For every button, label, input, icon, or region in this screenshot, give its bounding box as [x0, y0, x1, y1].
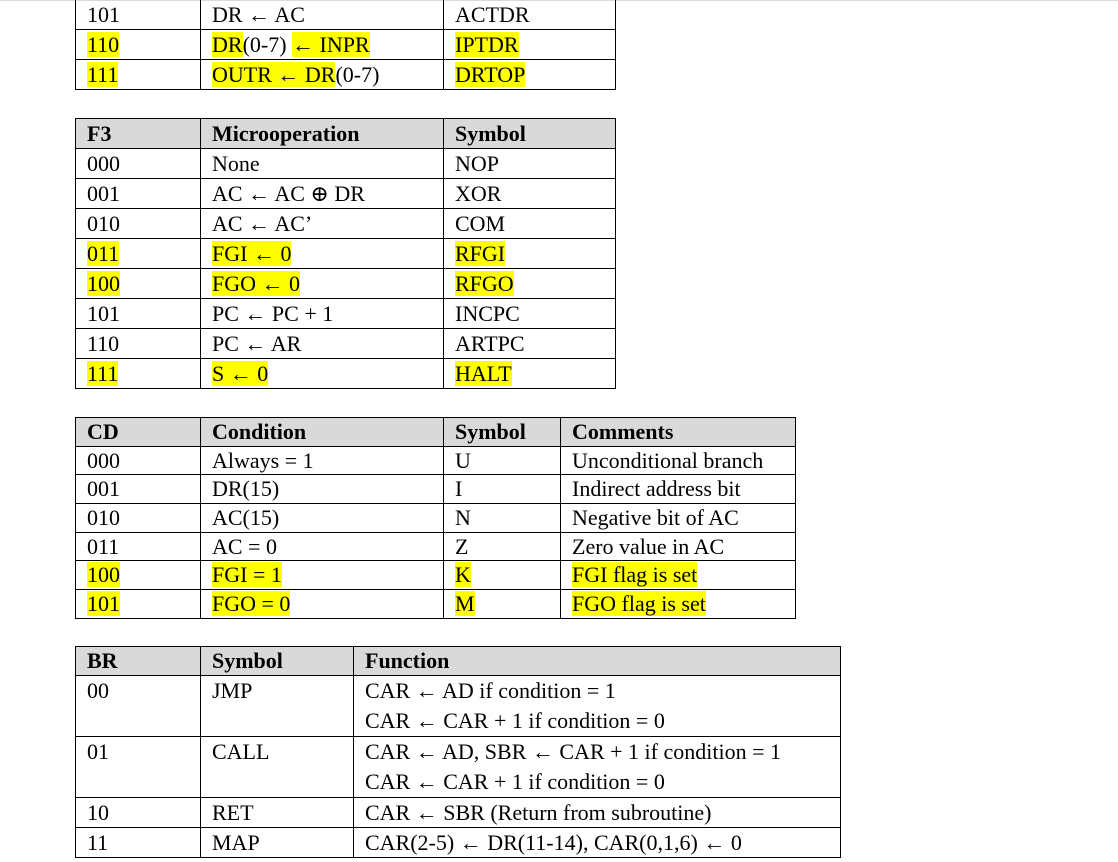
- code-cell: 000: [76, 446, 201, 475]
- symbol-text: RFGI: [455, 240, 506, 266]
- symbol-text: IPTDR: [455, 31, 519, 57]
- symbol-cell: NOP: [444, 149, 616, 179]
- code-cell: 010: [76, 504, 201, 533]
- op-part: (0-7): [242, 31, 287, 57]
- microoperation-cell: DR ← AC: [201, 0, 444, 30]
- f3-table: [75, 118, 616, 389]
- code-cell: 010: [76, 209, 201, 239]
- code-cell: 101: [76, 0, 201, 30]
- code-text: 111: [87, 360, 119, 386]
- code-cell: 11: [76, 828, 201, 858]
- function-cell: CAR ← SBR (Return from subroutine): [354, 798, 841, 828]
- br-table: [75, 646, 841, 858]
- code-cell: 01: [76, 737, 201, 798]
- symbol-cell: N: [444, 504, 561, 533]
- symbol-cell: [444, 269, 616, 299]
- microoperation-cell: [201, 60, 444, 90]
- table-row: [76, 60, 616, 90]
- table-header-row: [76, 418, 796, 447]
- code-text: 110: [87, 31, 120, 57]
- function-cell: [354, 676, 841, 737]
- microoperation-cell: [201, 359, 444, 389]
- comment-cell: [561, 590, 796, 619]
- microoperation-cell: PC ← AR: [201, 329, 444, 359]
- symbol-cell: ARTPC: [444, 329, 616, 359]
- code-text: 111: [87, 61, 119, 87]
- microoperation-cell: AC ← AC ⊕ DR: [201, 179, 444, 209]
- symbol-cell: [444, 30, 616, 60]
- condition-text: FGI = 1: [212, 562, 282, 588]
- comment-cell: [561, 561, 796, 590]
- op-part: ← INPR: [292, 31, 370, 57]
- function-cell: [354, 737, 841, 798]
- op-part: DR: [212, 31, 243, 57]
- table-row: [76, 532, 796, 561]
- code-cell: [76, 60, 201, 90]
- comment-text: FGI flag is set: [572, 562, 698, 588]
- symbol-cell: [444, 239, 616, 269]
- f2-table-partial: [75, 0, 616, 90]
- table-row: [76, 561, 796, 590]
- code-cell: 00: [76, 676, 201, 737]
- symbol-text: K: [455, 562, 471, 588]
- microoperation-cell: [201, 239, 444, 269]
- condition-cell: AC(15): [201, 504, 444, 533]
- function-line: CAR ← CAR + 1 if condition = 0: [365, 769, 665, 794]
- header-symbol: Symbol: [444, 418, 561, 447]
- header-symbol: Symbol: [444, 119, 616, 149]
- code-text: 100: [87, 270, 120, 296]
- comment-cell: Unconditional branch: [561, 446, 796, 475]
- symbol-text: RFGO: [455, 270, 514, 296]
- symbol-text: HALT: [455, 360, 512, 386]
- microoperation-cell: [201, 30, 444, 60]
- microoperation-cell: PC ← PC + 1: [201, 299, 444, 329]
- header-symbol: Symbol: [201, 647, 354, 676]
- comment-cell: Negative bit of AC: [561, 504, 796, 533]
- table-row: [76, 209, 616, 239]
- code-cell: 10: [76, 798, 201, 828]
- microoperation-cell: [201, 269, 444, 299]
- table-row: [76, 828, 841, 858]
- table-row: [76, 239, 616, 269]
- op-text: S ← 0: [212, 360, 269, 386]
- symbol-cell: ACTDR: [444, 0, 616, 30]
- table-row: [76, 359, 616, 389]
- op-part: OUTR ← DR: [212, 61, 336, 87]
- function-line: CAR ← AD if condition = 1: [365, 678, 616, 703]
- table-header-row: [76, 119, 616, 149]
- symbol-cell: RET: [201, 798, 354, 828]
- comment-cell: Zero value in AC: [561, 532, 796, 561]
- code-text: 101: [87, 590, 120, 616]
- header-condition: Condition: [201, 418, 444, 447]
- code-cell: 001: [76, 475, 201, 504]
- condition-cell: [201, 561, 444, 590]
- code-cell: [76, 561, 201, 590]
- condition-cell: [201, 590, 444, 619]
- op-text: FGI ← 0: [212, 240, 292, 266]
- symbol-text: M: [455, 590, 475, 616]
- table-row: [76, 0, 616, 30]
- header-f3: F3: [76, 119, 201, 149]
- table-row: [76, 299, 616, 329]
- table-row: [76, 590, 796, 619]
- microoperation-cell: AC ← AC’: [201, 209, 444, 239]
- code-cell: [76, 590, 201, 619]
- table-row: [76, 179, 616, 209]
- code-cell: 011: [76, 532, 201, 561]
- table-row: [76, 737, 841, 798]
- symbol-cell: CALL: [201, 737, 354, 798]
- code-cell: 001: [76, 179, 201, 209]
- table-row: [76, 329, 616, 359]
- table-row: [76, 30, 616, 60]
- symbol-cell: U: [444, 446, 561, 475]
- symbol-cell: Z: [444, 532, 561, 561]
- table-row: [76, 475, 796, 504]
- code-text: 011: [87, 240, 120, 266]
- code-cell: 110: [76, 329, 201, 359]
- table-row: [76, 149, 616, 179]
- code-cell: 101: [76, 299, 201, 329]
- table-row: [76, 798, 841, 828]
- comment-cell: Indirect address bit: [561, 475, 796, 504]
- condition-cell: Always = 1: [201, 446, 444, 475]
- symbol-cell: [444, 590, 561, 619]
- code-cell: [76, 269, 201, 299]
- symbol-cell: XOR: [444, 179, 616, 209]
- header-comments: Comments: [561, 418, 796, 447]
- op-part: (0-7): [335, 61, 380, 87]
- symbol-text: DRTOP: [455, 61, 526, 87]
- code-cell: [76, 359, 201, 389]
- condition-cell: DR(15): [201, 475, 444, 504]
- function-cell: CAR(2-5) ← DR(11-14), CAR(0,1,6) ← 0: [354, 828, 841, 858]
- symbol-cell: [444, 60, 616, 90]
- condition-text: FGO = 0: [212, 590, 291, 616]
- microoperation-cell: None: [201, 149, 444, 179]
- function-line: CAR ← CAR + 1 if condition = 0: [365, 708, 665, 733]
- code-text: 100: [87, 562, 120, 588]
- symbol-cell: I: [444, 475, 561, 504]
- code-cell: [76, 239, 201, 269]
- condition-cell: AC = 0: [201, 532, 444, 561]
- code-cell: 000: [76, 149, 201, 179]
- comment-text: FGO flag is set: [572, 590, 706, 616]
- op-text: FGO ← 0: [212, 270, 301, 296]
- header-function: Function: [354, 647, 841, 676]
- table-header-row: [76, 647, 841, 676]
- symbol-cell: [444, 561, 561, 590]
- cd-table: [75, 417, 796, 619]
- header-microoperation: Microoperation: [201, 119, 444, 149]
- header-br: BR: [76, 647, 201, 676]
- symbol-cell: COM: [444, 209, 616, 239]
- table-row: [76, 504, 796, 533]
- symbol-cell: INCPC: [444, 299, 616, 329]
- table-row: [76, 676, 841, 737]
- table-row: [76, 269, 616, 299]
- symbol-cell: JMP: [201, 676, 354, 737]
- symbol-cell: [444, 359, 616, 389]
- symbol-cell: MAP: [201, 828, 354, 858]
- function-line: CAR ← AD, SBR ← CAR + 1 if condition = 1: [365, 739, 781, 764]
- header-cd: CD: [76, 418, 201, 447]
- code-cell: [76, 30, 201, 60]
- table-row: [76, 446, 796, 475]
